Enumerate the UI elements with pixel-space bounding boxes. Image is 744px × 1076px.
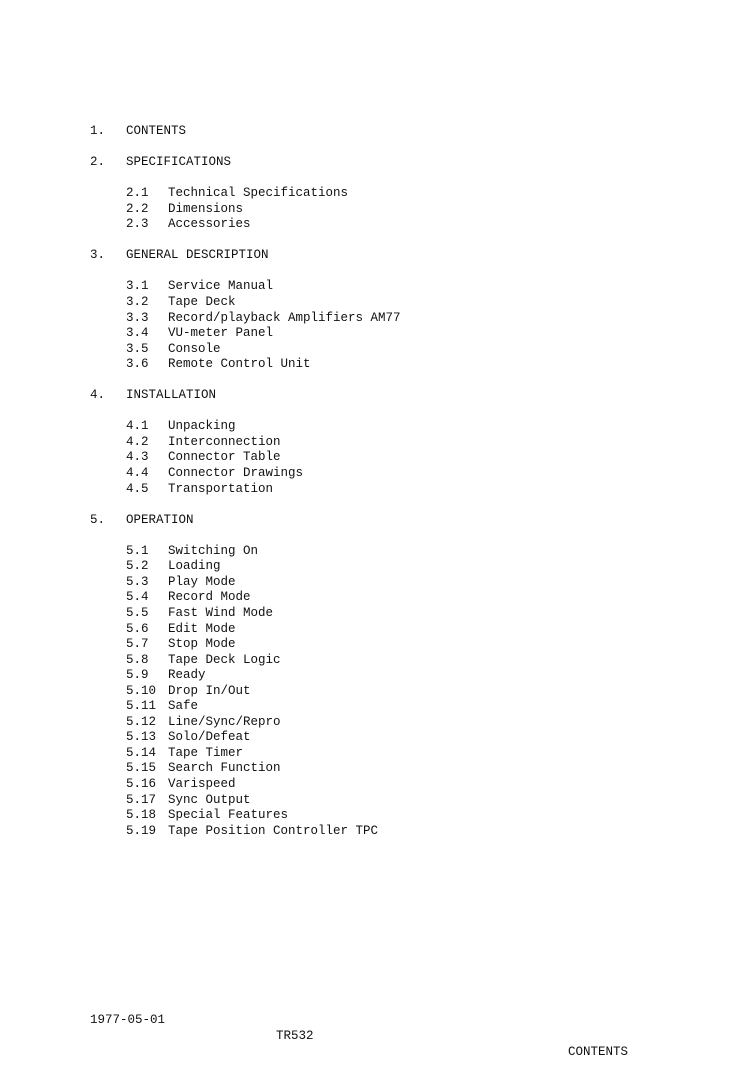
toc-subsection-title: Tape Position Controller TPC [168, 823, 379, 838]
toc-subsection-title: VU-meter Panel [168, 326, 274, 341]
spacer [90, 497, 690, 513]
toc-section-title: GENERAL DESCRIPTION [126, 248, 269, 263]
toc-subsection [90, 326, 690, 342]
footer-document-id: TR532 [276, 1029, 314, 1043]
table-of-contents [90, 124, 690, 839]
toc-subsection-number: 5.8 [126, 652, 149, 667]
toc-subsection-number: 4.2 [126, 434, 149, 449]
toc-subsection-number: 4.1 [126, 419, 149, 434]
toc-subsection-number: 5.16 [126, 776, 157, 791]
toc-subsection [90, 357, 690, 373]
toc-subsection [90, 715, 690, 731]
toc-subsection-title: Tape Deck [168, 295, 236, 310]
page-footer [0, 996, 744, 1059]
toc-section [90, 513, 690, 529]
toc-subsection [90, 482, 690, 498]
toc-subsection-number: 3.3 [126, 310, 149, 325]
toc-section [90, 155, 690, 171]
toc-subsection-number: 5.2 [126, 559, 149, 574]
toc-subsection-title: Remote Control Unit [168, 357, 311, 372]
toc-subsection [90, 435, 690, 451]
toc-subsection [90, 279, 690, 295]
toc-subsection-title: Record Mode [168, 590, 251, 605]
toc-section-number: 4. [90, 388, 106, 403]
toc-subsection [90, 730, 690, 746]
toc-section-number: 5. [90, 512, 106, 527]
spacer [90, 373, 690, 389]
toc-subsection-number: 5.9 [126, 668, 149, 683]
toc-subsection [90, 202, 690, 218]
toc-subsection-title: Loading [168, 559, 221, 574]
toc-subsection-title: Play Mode [168, 574, 236, 589]
spacer [90, 233, 690, 249]
toc-subsection-number: 5.7 [126, 637, 149, 652]
toc-subsection-number: 3.5 [126, 341, 149, 356]
toc-subsection-title: Special Features [168, 808, 289, 823]
toc-subsection-title: Search Function [168, 761, 281, 776]
toc-subsection [90, 575, 690, 591]
toc-subsection-title: Tape Timer [168, 745, 244, 760]
toc-section-number: 1. [90, 124, 106, 138]
toc-section-number: 3. [90, 248, 106, 263]
toc-subsection [90, 824, 690, 840]
footer-date: 1977-05-01 [90, 1013, 166, 1027]
toc-subsection-number: 5.19 [126, 823, 157, 838]
toc-subsection-number: 5.11 [126, 699, 157, 714]
footer-section-name: CONTENTS [568, 1045, 629, 1059]
toc-subsection-number: 3.2 [126, 295, 149, 310]
toc-section-title: CONTENTS [126, 124, 187, 138]
toc-subsection-title: Record/playback Amplifiers AM77 [168, 310, 401, 325]
toc-subsection [90, 186, 690, 202]
toc-subsection-title: Fast Wind Mode [168, 605, 274, 620]
toc-subsection [90, 544, 690, 560]
toc-section-title: SPECIFICATIONS [126, 155, 232, 170]
toc-section [90, 388, 690, 404]
toc-subsection [90, 342, 690, 358]
toc-subsection [90, 653, 690, 669]
toc-subsection-number: 2.3 [126, 217, 149, 232]
toc-subsection [90, 793, 690, 809]
toc-subsection [90, 668, 690, 684]
toc-subsection [90, 590, 690, 606]
toc-subsection-number: 4.4 [126, 466, 149, 481]
toc-subsection-number: 3.1 [126, 279, 149, 294]
toc-subsection-title: Solo/Defeat [168, 730, 251, 745]
toc-subsection-title: Accessories [168, 217, 251, 232]
toc-subsection-title: Connector Drawings [168, 466, 304, 481]
toc-subsection-title: Sync Output [168, 792, 251, 807]
spacer [90, 264, 690, 280]
toc-subsection-number: 5.3 [126, 574, 149, 589]
toc-subsection [90, 295, 690, 311]
toc-subsection [90, 622, 690, 638]
toc-subsection-number: 4.3 [126, 450, 149, 465]
toc-subsection-title: Service Manual [168, 279, 274, 294]
spacer [90, 171, 690, 187]
toc-subsection [90, 761, 690, 777]
toc-subsection [90, 684, 690, 700]
toc-subsection-number: 5.14 [126, 745, 157, 760]
toc-subsection-number: 5.15 [126, 761, 157, 776]
toc-subsection [90, 808, 690, 824]
toc-subsection-title: Unpacking [168, 419, 236, 434]
toc-subsection-number: 4.5 [126, 481, 149, 496]
toc-subsection-number: 5.10 [126, 683, 157, 698]
toc-section-number: 2. [90, 155, 106, 170]
toc-section-title: INSTALLATION [126, 388, 217, 403]
toc-subsection [90, 699, 690, 715]
toc-subsection-number: 2.1 [126, 186, 149, 201]
toc-subsection [90, 450, 690, 466]
spacer [90, 528, 690, 544]
toc-subsection-title: Stop Mode [168, 637, 236, 652]
toc-subsection-number: 3.4 [126, 326, 149, 341]
toc-subsection [90, 606, 690, 622]
toc-section-title: OPERATION [126, 512, 194, 527]
toc-subsection-title: Interconnection [168, 434, 281, 449]
toc-subsection-number: 5.13 [126, 730, 157, 745]
toc-subsection [90, 217, 690, 233]
toc-subsection-title: Line/Sync/Repro [168, 714, 281, 729]
toc-section [90, 124, 690, 140]
toc-subsection-number: 5.18 [126, 808, 157, 823]
toc-subsection-title: Console [168, 341, 221, 356]
spacer [90, 404, 690, 420]
spacer [90, 140, 690, 156]
toc-subsection-title: Safe [168, 699, 199, 714]
toc-section [90, 248, 690, 264]
toc-subsection-title: Drop In/Out [168, 683, 251, 698]
toc-subsection-title: Edit Mode [168, 621, 236, 636]
toc-subsection-title: Technical Specifications [168, 186, 349, 201]
toc-subsection [90, 311, 690, 327]
toc-subsection-number: 5.1 [126, 543, 149, 558]
toc-subsection [90, 466, 690, 482]
toc-subsection-title: Switching On [168, 543, 259, 558]
toc-subsection-number: 5.5 [126, 605, 149, 620]
toc-subsection-number: 3.6 [126, 357, 149, 372]
toc-subsection-title: Transportation [168, 481, 274, 496]
toc-subsection [90, 637, 690, 653]
toc-subsection [90, 746, 690, 762]
toc-subsection-number: 5.6 [126, 621, 149, 636]
toc-subsection-number: 5.12 [126, 714, 157, 729]
toc-subsection [90, 419, 690, 435]
toc-subsection-number: 2.2 [126, 201, 149, 216]
toc-subsection-number: 5.4 [126, 590, 149, 605]
toc-subsection-title: Connector Table [168, 450, 281, 465]
toc-subsection-number: 5.17 [126, 792, 157, 807]
toc-subsection [90, 559, 690, 575]
toc-subsection-title: Varispeed [168, 776, 236, 791]
toc-subsection-title: Tape Deck Logic [168, 652, 281, 667]
toc-subsection-title: Ready [168, 668, 206, 683]
toc-subsection-title: Dimensions [168, 201, 244, 216]
toc-subsection [90, 777, 690, 793]
